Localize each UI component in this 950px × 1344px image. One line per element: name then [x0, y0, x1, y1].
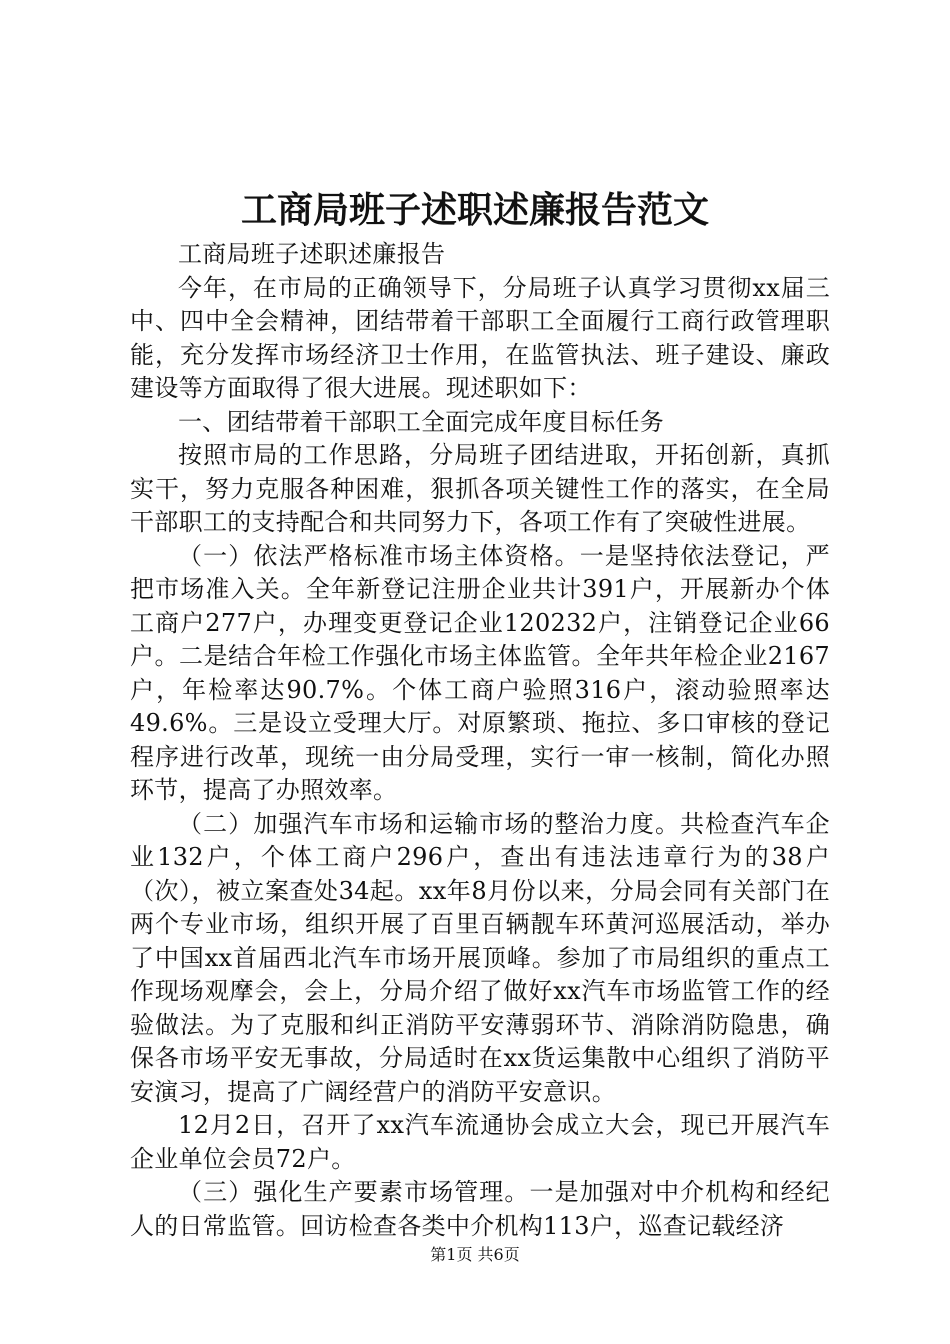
paragraph-intro: 今年，在市局的正确领导下，分局班子认真学习贯彻xx届三中、四中全会精神，团结带着干部职工全面履行工商行政管理职能，充分发挥市场经济卫士作用，在监管执法、班子建设、廉政建设等方面取得了很大进展。现述职如下：	[130, 273, 830, 402]
paragraph-body: 按照市局的工作思路，分局班子团结进取，开拓创新，真抓实干，努力克服各种困难，狠抓各项关键性工作的落实，在全局干部职工的支持配合和共同努力下，各项工作有了突破性进展。	[130, 441, 830, 536]
paragraph-section-heading: 一、团结带着干部职工全面完成年度目标任务	[178, 407, 664, 436]
paragraph-body: 12月2日，召开了xx汽车流通协会成立大会，现已开展汽车企业单位会员72户。	[130, 1111, 830, 1173]
page-footer: 第1页 共6页	[430, 1245, 520, 1264]
page-title: 工商局班子述职述廉报告范文	[240, 189, 709, 231]
paragraph-body: （三）强化生产要素市场管理。一是加强对中介机构和经纪人的日常监管。回访检查各类中介机构113户，巡查记载经济	[130, 1178, 830, 1240]
document-body	[130, 238, 830, 1243]
paragraph-body: （二）加强汽车市场和运输市场的整治力度。共检查汽车企业132户，个体工商户296户，查出有违法违章行为的38户（次），被立案查处34起。xx年8月份以来，分局会同有关部门在两个专业市场，组织开展了百里百辆靓车环黄河巡展活动，举办了中国xx首届西北汽车市场开展顶峰。参加了市局组织的重点工作现场观摩会，会上，分局介绍了做好xx汽车市场监管工作的经验做法。为了克服和纠正消防平安薄弱环节、消除消防隐患，确保各市场平安无事故，分局适时在xx货运集散中心组织了消防平安演习，提高了广阔经营户的消防平安意识。	[130, 809, 830, 1106]
paragraph-subtitle: 工商局班子述职述廉报告	[178, 240, 446, 268]
paragraph-body: （一）依法严格标准市场主体资格。一是坚持依法登记，严把市场准入关。全年新登记注册企业共计391户，开展新办个体工商户277户，办理变更登记企业120232户，注销登记企业66户。二是结合年检工作强化市场主体监管。全年共年检企业2167户，年检率达90.7%。个体工商户验照316户，滚动验照率达49.6%。三是设立受理大厅。对原繁琐、拖拉、多口审核的登记程序进行改革，现统一由分局受理，实行一审一核制，简化办照环节，提高了办照效率。	[130, 541, 830, 804]
